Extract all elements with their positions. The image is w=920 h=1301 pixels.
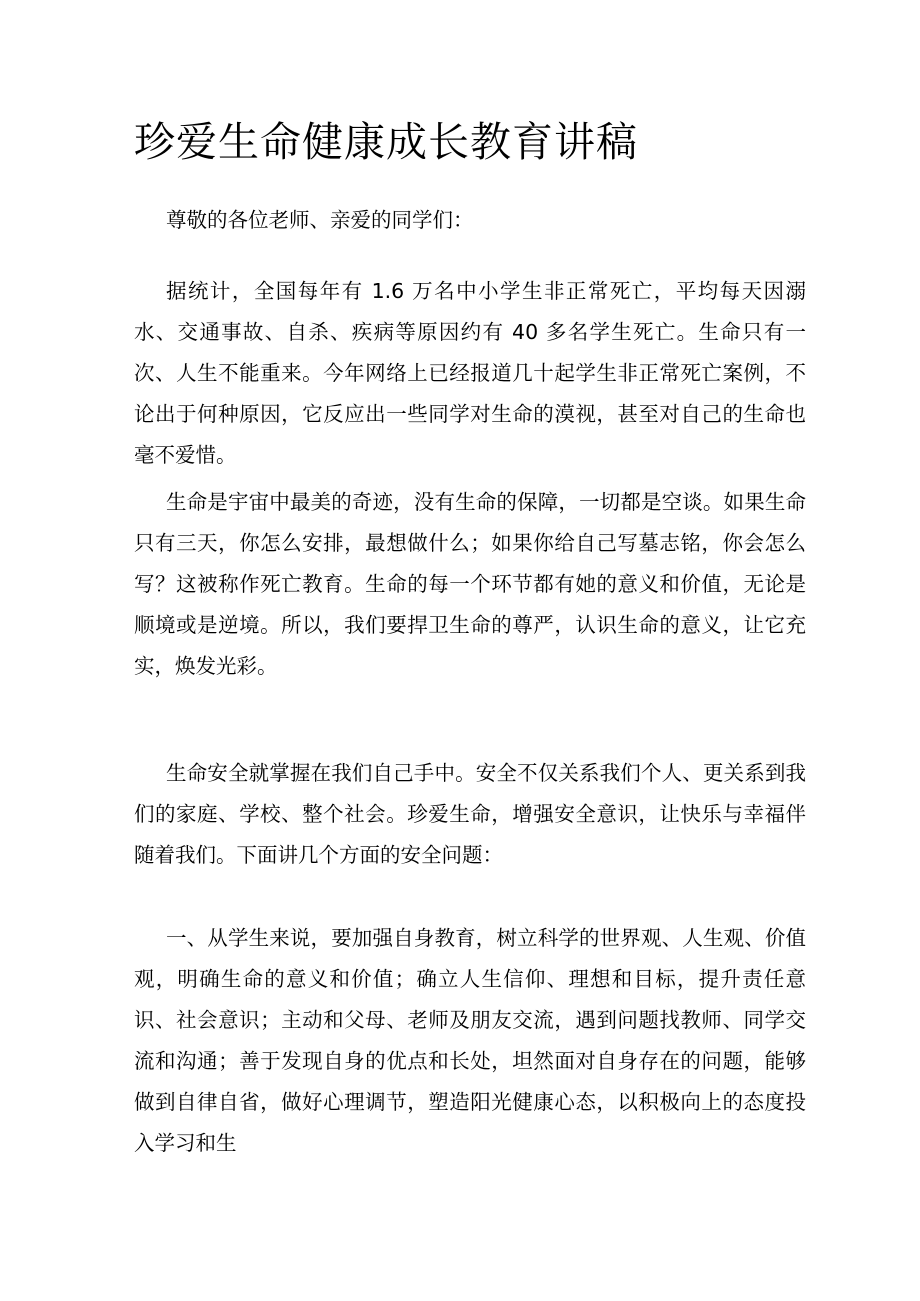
paragraph-student-education: 一、从学生来说，要加强自身教育，树立科学的世界观、人生观、价值观，明确生命的意义和价值；确立人生信仰、理想和目标，提升责任意识、社会意识；主动和父母、老师及朋友交流，遇到问题找教师、同学交流和沟通；善于发现自身的优点和长处，坦然面对自身存在的问题，能够做到自律自省，做好心理调节，塑造阳光健康心态，以积极向上的态度投入学习和生 (134, 926, 806, 1155)
document-title: 珍爱生命健康成长教育讲稿 (134, 118, 638, 166)
paragraph-safety: 生命安全就掌握在我们自己手中。安全不仅关系我们个人、更关系到我们的家庭、学校、整个社会。珍爱生命，增强安全意识，让快乐与幸福伴随着我们。下面讲几个方面的安全问题： (134, 761, 806, 867)
greeting-line: 尊敬的各位老师、亲爱的同学们： (166, 208, 474, 232)
paragraph-statistics: 据统计，全国每年有 1.6 万名中小学生非正常死亡，平均每天因溺水、交通事故、自杀、疾病等原因约有 40 多名学生死亡。生命只有一次、人生不能重来。今年网络上已经报道几十起学生非正常死亡案例，不论出于何种原因，它反应出一些同学对生命的漠视，甚至对自己的生命也毫不爱惜。 (134, 279, 806, 467)
paragraph-life-miracle: 生命是宇宙中最美的奇迹，没有生命的保障，一切都是空谈。如果生命只有三天，你怎么安排，最想做什么；如果你给自己写墓志铭，你会怎么写？这被称作死亡教育。生命的每一个环节都有她的意义和价值，无论是顺境或是逆境。所以，我们要捍卫生命的尊严，认识生命的意义，让它充实，焕发光彩。 (134, 490, 806, 678)
